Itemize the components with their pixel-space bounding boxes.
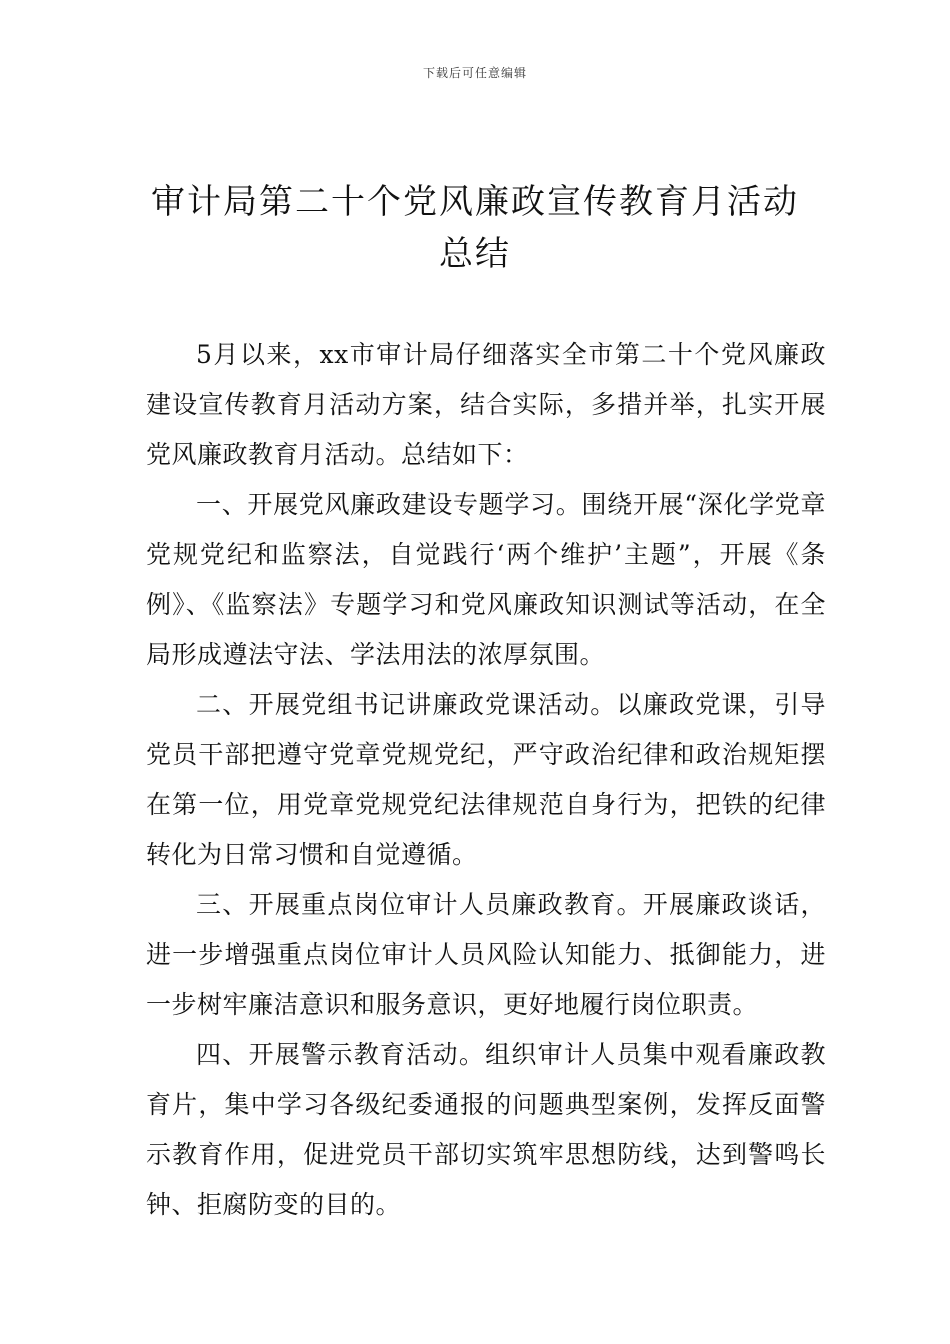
paragraph-section-1: 一、开展党风廉政建设专题学习。围绕开展“深化学党章党规党纪和监察法，自觉践行‘两个维护’主题”，开展《条例》、《监察法》专题学习和党风廉政知识测试等活动，在全局形成遵法守法、学法用法的浓厚氛围。 [146,490,826,669]
document-body [146,330,826,1230]
paragraph-section-4: 四、开展警示教育活动。组织审计人员集中观看廉政教育片，集中学习各级纪委通报的问题典型案例，发挥反面警示教育作用，促进党员干部切实筑牢思想防线，达到警鸣长钟、拒腐防变的目的。 [146,1040,826,1219]
paragraph-intro: 5月以来，xx市审计局仔细落实全市第二十个党风廉政建设宣传教育月活动方案，结合实际，多措并举，扎实开展党风廉政教育月活动。总结如下： [146,340,826,469]
paragraph-section-3: 三、开展重点岗位审计人员廉政教育。开展廉政谈话，进一步增强重点岗位审计人员风险认知能力、抵御能力，进一步树牢廉洁意识和服务意识，更好地履行岗位职责。 [146,890,826,1019]
title-line-2: 总结 [439,234,511,274]
header-note: 下载后可任意编辑 [422,66,527,80]
document-title [120,176,830,280]
title-line-1: 审计局第二十个党风廉政宣传教育月活动 [151,182,799,222]
paragraph-section-2: 二、开展党组书记讲廉政党课活动。以廉政党课，引导党员干部把遵守党章党规党纪，严守政治纪律和政治规矩摆在第一位，用党章党规党纪法律规范自身行为，把铁的纪律转化为日常习惯和自觉遵循。 [146,690,826,869]
